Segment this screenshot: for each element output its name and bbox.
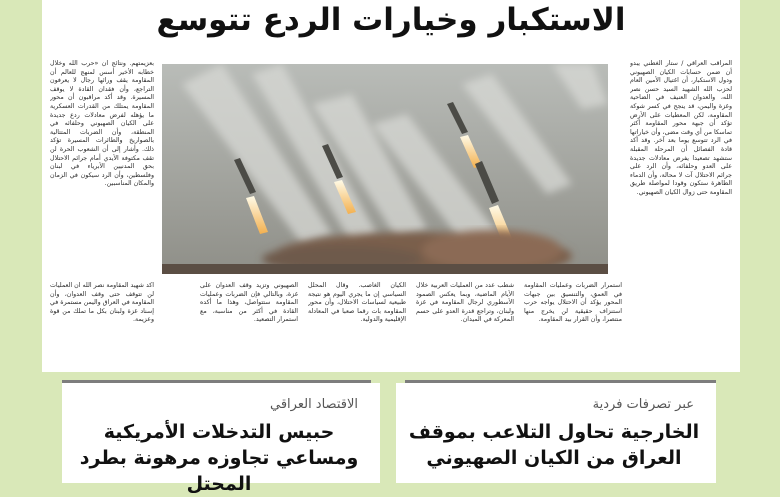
missile-launch-photo [162,64,608,274]
story-kicker: الاقتصاد العراقي [270,397,358,412]
story-teaser-economy[interactable] [62,380,380,495]
newspaper-page [42,0,740,372]
story-kicker: عبر تصرفات فردية [592,397,694,412]
frame-corner [371,380,383,383]
article-bottom-column-1: استمرار الضربات وعمليات المقاومة في العمق، والتنسيق بين جبهات المحور يؤكد أن الاحتلال يواجه حرب استنزاف حقيقية لن يخرج منها منتصرا، وأن القرار بيد المقاومة. [524,282,622,324]
article-bottom-column-5: أكد شهيد المقاومة نصر الله أن العمليات لن تتوقف حتى وقف العدوان، وأن المقاومة في العراق واليمن مستمرة في إسناد غزة ولبنان بكل ما تملك من قوة وعزيمة. [50,282,154,324]
article-right-column: المراقب العراقي / ستار الغطني يبدو أن ضمن حسابات الكيان الصهيوني ودول الاستكبار، أن اغتيال الأمين العام لحزب الله الشهيد السيد حسن نصر الله، والعدوان العنيف في الضاحية وغزة واليمن، قد ينجح في كسر شوكة المقاومة، لكن المعطيات على الأرض تؤكد أن جبهة محور المقاومة أكثر تماسكا من أي وقت مضى، وأن خياراتها في الرد تتوسع يوما بعد آخر. وقد أكد قادة الفصائل أن المرحلة المقبلة ستشهد تصعيدا يفرض معادلات جديدة على العدو وحلفائه، وأن الرد على جرائم الاحتلال آت لا محالة، وأن الدماء الطاهرة ستكون وقودا لمواصلة طريق المقاومة حتى زوال الكيان الصهيوني. [630,60,732,196]
story-title[interactable]: حبيس التدخلات الأمريكية ومساعي تجاوزه مرهونة بطرد المحتل [79,421,359,495]
article-bottom-column-3: الكيان الغاصب. وقال المحلل السياسي إن ما يجري اليوم هو نتيجة طبيعية لسياسات الاحتلال، وأن محور المقاومة بات رقما صعبا في المعادلة الإقليمية والدولية. [308,282,406,324]
article-bottom-column-2: شطب عدد من العمليات العربية خلال الأيام الماضية، وبما يعكس الصمود الأسطوري لرجال المقاومة في غزة ولبنان، وتراجع قدرة العدو على حسم المعركة في الميدان. [416,282,514,324]
frame-corner [393,380,405,383]
story-title[interactable]: الخارجية تحاول التلاعب بموقف العراق من الكيان الصهيوني [408,421,700,469]
article-left-column: بعزيمتهم. ونتائج أن «حرب الله وخلال خطابه الأخير أسس لمنهج للعالم أن المقاومة يقف ورائها رجال لا يعرفون التراجع، وأن فقدان القادة لا يوقف المسيرة. وقد أكد مراقبون أن محور المقاومة يمتلك من القدرات العسكرية ما يؤهله لفرض معادلات ردع جديدة على الكيان الصهيوني وحلفائه في المنطقة، وأن الضربات المتتالية بالصواريخ والطائرات المسيرة تؤكد ذلك. وأشار إلى أن الشعوب الحرة لن تقف مكتوفة الأيدي أمام جرائم الاحتلال بحق المدنيين الأبرياء في لبنان وفلسطين، وأن الرد سيكون في الزمان والمكان المناسبين. [50,60,154,188]
article-bottom-column-4: الصهيوني وتزيد وقف العدوان على غزة، وبالتالي فإن الضربات وعمليات المقاومة ستتواصل، وهذا ما أكده القادة في أكثر من مناسبة، مع استمرار التصعيد. [200,282,298,324]
story-teaser-foreign-ministry[interactable] [396,380,716,483]
main-headline: الاستكبار وخيارات الردع تتوسع [156,2,626,38]
